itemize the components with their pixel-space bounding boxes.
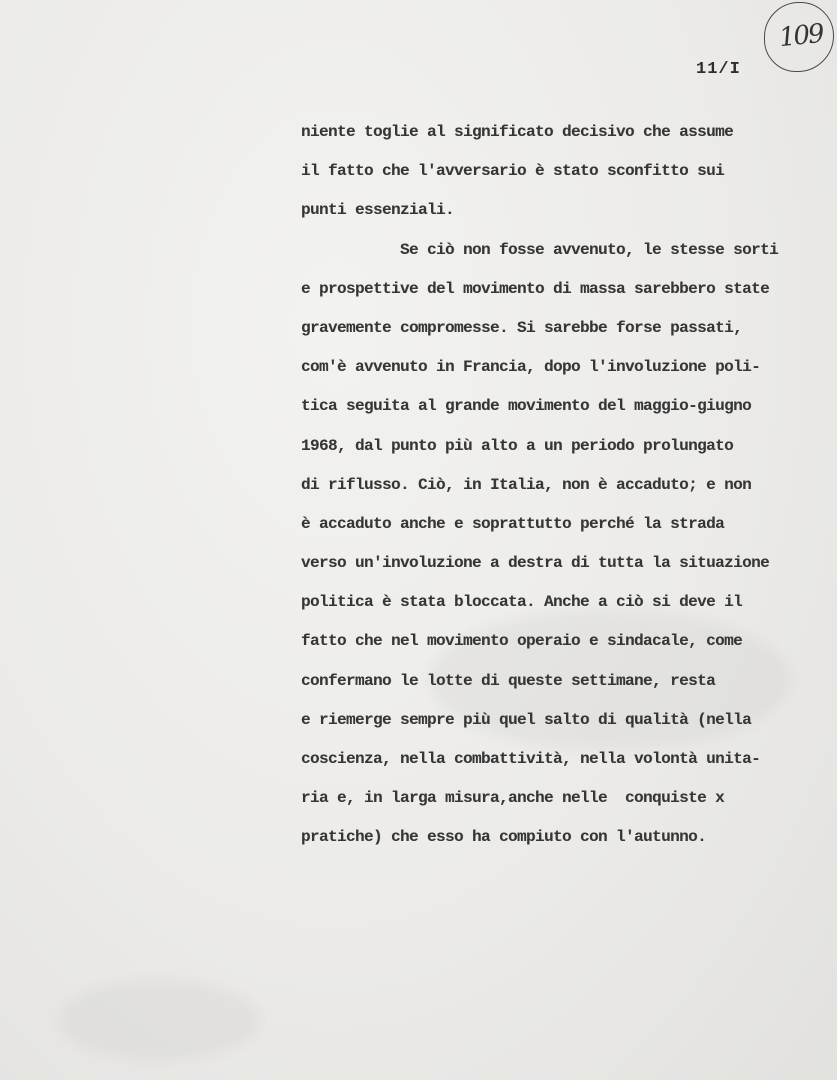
text-line: verso un'involuzione a destra di tutta la situazione — [301, 554, 770, 573]
text-line: gravemente compromesse. Si sarebbe forse passati, — [301, 318, 743, 337]
text-line: pratiche) che esso ha compiuto con l'autunno. — [301, 828, 707, 847]
text-line: tica seguita al grande movimento del maggio-giugno — [301, 397, 752, 416]
text-line: il fatto che l'avversario è stato sconfitto sui — [301, 162, 725, 181]
page-number: 11/I — [696, 60, 741, 79]
text-line: confermano le lotte di queste settimane, resta — [301, 671, 716, 690]
text-line: di riflusso. Ciò, in Italia, non è accaduto; e non — [301, 475, 752, 494]
body-text — [301, 120, 826, 865]
text-line: 1968, dal punto più alto a un periodo prolungato — [301, 436, 734, 455]
text-line: e prospettive del movimento di massa sarebbero state — [301, 279, 770, 298]
text-line: coscienza, nella combattività, nella volontà unita- — [301, 750, 761, 768]
text-line: com'è avvenuto in Francia, dopo l'involuzione poli- — [301, 358, 761, 377]
text-line: e riemerge sempre più quel salto di qualità (nella — [301, 710, 752, 729]
text-line: è accaduto anche e soprattutto perché la strada — [301, 514, 725, 533]
text-line: Se ciò non fosse avvenuto, le stesse sorti — [301, 240, 779, 259]
page-mark-text: 109 — [777, 18, 825, 54]
text-line: punti essenziali. — [301, 201, 455, 220]
handwritten-page-mark — [764, 2, 834, 72]
paper-stain — [60, 980, 260, 1060]
text-line: ria e, in larga misura,anche nelle conquiste x — [301, 789, 725, 808]
text-line: fatto che nel movimento operaio e sindacale, come — [301, 632, 743, 651]
text-line: politica è stata bloccata. Anche a ciò si deve il — [301, 593, 743, 612]
text-line: niente toglie al significato decisivo che assume — [301, 123, 734, 141]
